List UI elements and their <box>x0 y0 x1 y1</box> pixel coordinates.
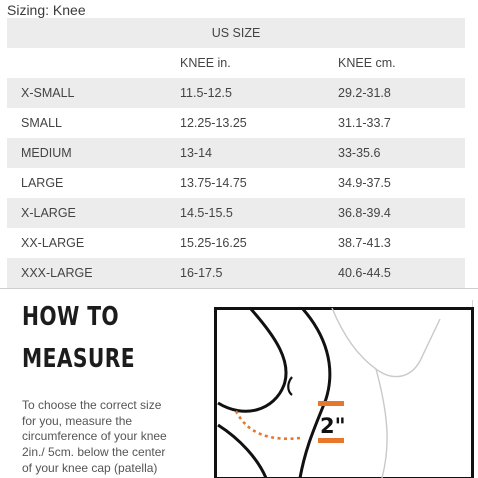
table-row <box>7 108 465 138</box>
table-row <box>7 228 465 258</box>
how-to-heading-line2: MEASURE <box>22 344 136 374</box>
knee-cm-cell: 38.7-41.3 <box>338 236 391 250</box>
size-cell: X-LARGE <box>21 206 76 220</box>
measurement-label: 2" <box>320 414 346 438</box>
size-cell: MEDIUM <box>21 146 72 160</box>
knee-cm-cell: 40.6-44.5 <box>338 266 391 280</box>
column-header-knee-in: KNEE in. <box>180 56 231 70</box>
knee-in-cell: 13.75-14.75 <box>180 176 247 190</box>
table-row <box>7 168 465 198</box>
knee-in-cell: 15.25-16.25 <box>180 236 247 250</box>
knee-in-cell: 13-14 <box>180 146 212 160</box>
table-row <box>7 198 465 228</box>
table-row <box>7 138 465 168</box>
instruction-line: for you, measure the <box>22 414 133 428</box>
knee-in-cell: 12.25-13.25 <box>180 116 247 130</box>
knee-cm-cell: 36.8-39.4 <box>338 206 391 220</box>
instruction-line: To choose the correct size <box>22 398 162 412</box>
column-header-knee-cm: KNEE cm. <box>338 56 396 70</box>
size-cell: SMALL <box>21 116 62 130</box>
measurement-bar-top <box>318 401 344 406</box>
table-column-header-row <box>7 48 465 78</box>
knee-in-cell: 16-17.5 <box>180 266 223 280</box>
knee-in-cell: 14.5-15.5 <box>180 206 233 220</box>
knee-cm-cell: 33-35.6 <box>338 146 381 160</box>
size-cell: X-SMALL <box>21 86 75 100</box>
knee-cm-cell: 34.9-37.5 <box>338 176 391 190</box>
instruction-line: 2in./ 5cm. below the center <box>22 445 166 459</box>
us-size-header: US SIZE <box>211 26 261 40</box>
table-row <box>7 78 465 108</box>
how-to-heading-line1: HOW TO <box>22 302 120 332</box>
table-row <box>7 258 465 288</box>
size-table <box>7 18 465 288</box>
size-cell: XX-LARGE <box>21 236 85 250</box>
instruction-line: of your knee cap (patella) <box>22 461 158 475</box>
table-group-header-row <box>7 18 465 48</box>
size-cell: LARGE <box>21 176 64 190</box>
illustration-frame <box>216 309 473 478</box>
section-divider <box>0 288 478 289</box>
page-title: Sizing: Knee <box>7 2 86 18</box>
size-cell: XXX-LARGE <box>21 266 93 280</box>
instruction-line: circumference of your knee <box>22 429 167 443</box>
knee-cm-cell: 29.2-31.8 <box>338 86 391 100</box>
measurement-bar-bottom <box>318 438 344 443</box>
knee-measurement-illustration <box>214 307 474 478</box>
knee-in-cell: 11.5-12.5 <box>180 86 232 100</box>
knee-cm-cell: 31.1-33.7 <box>338 116 391 130</box>
